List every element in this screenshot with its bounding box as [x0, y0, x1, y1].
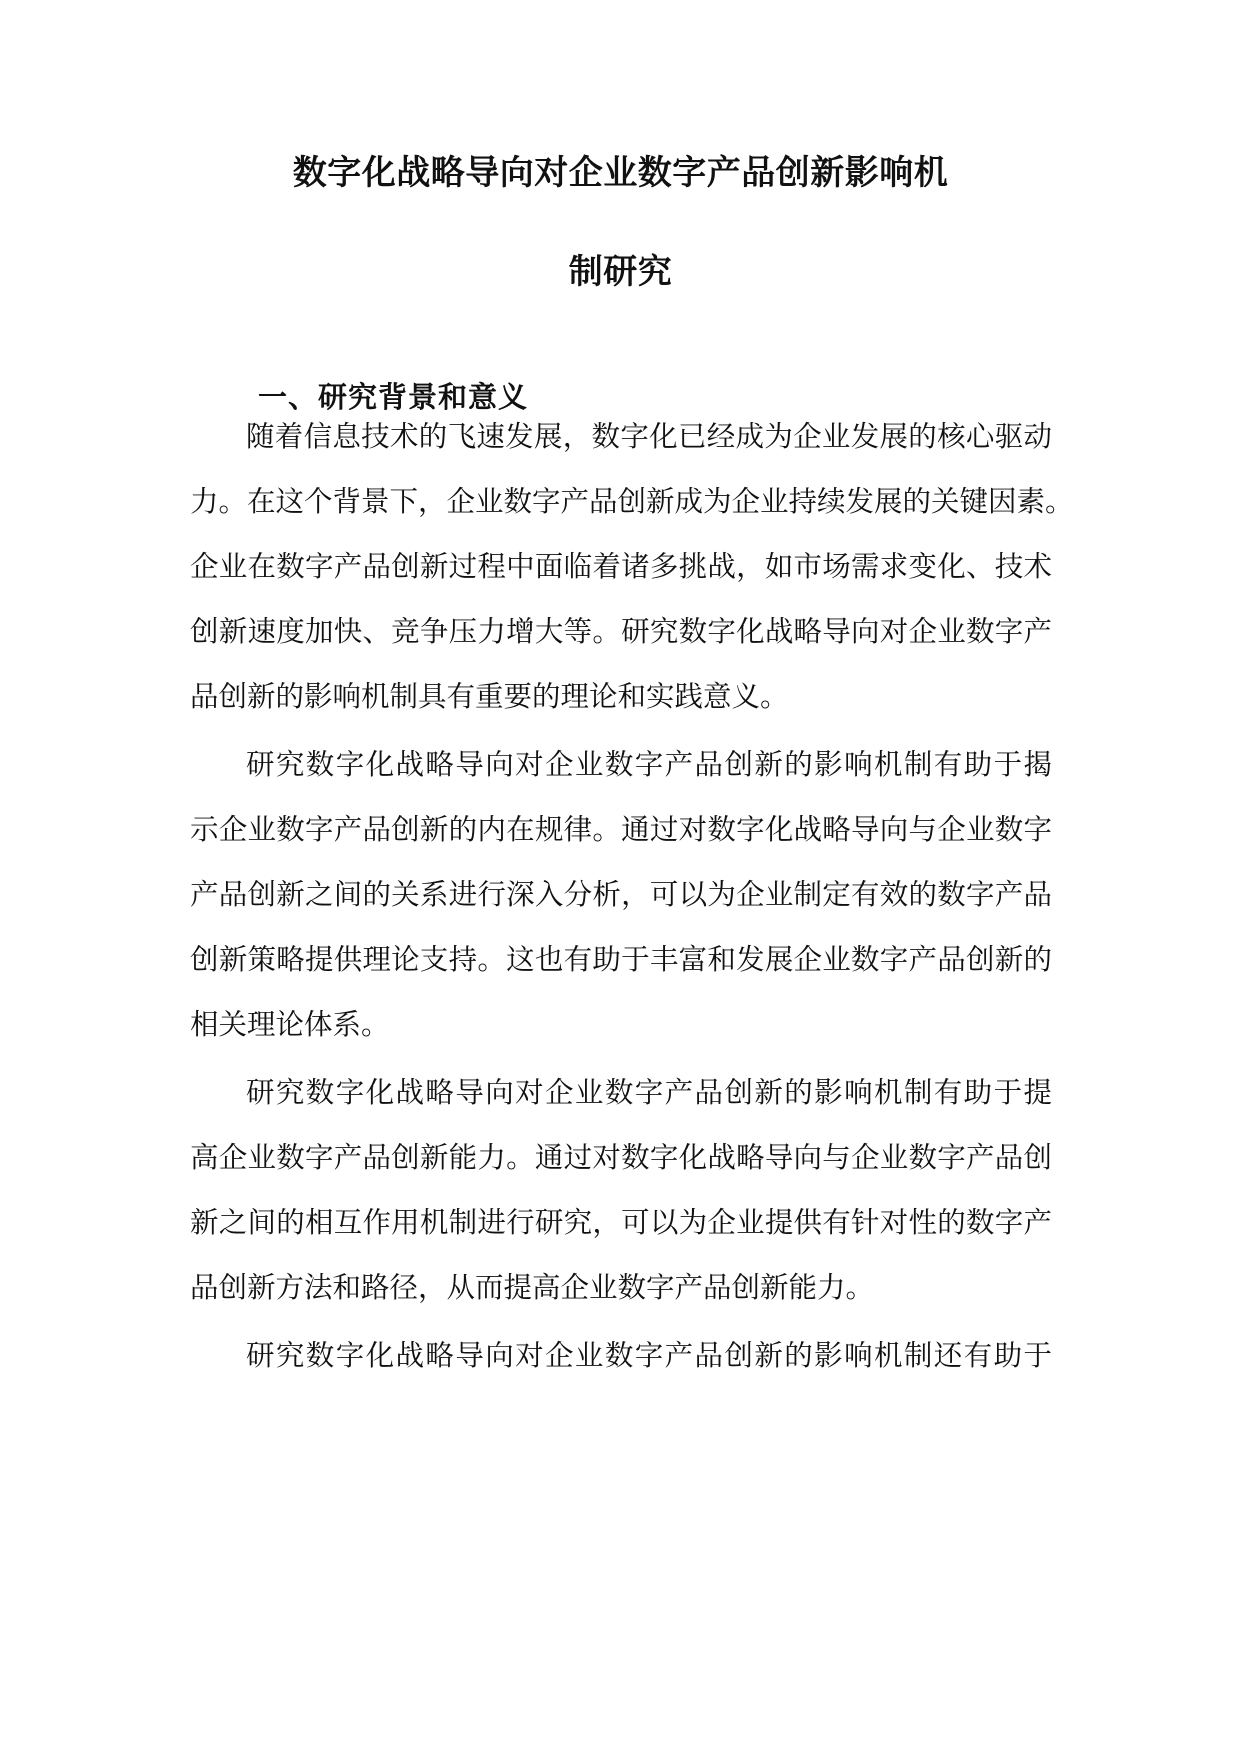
paragraph-2-line-2: 示企业数字产品创新的内在规律。通过对数字化战略导向与企业数字 [190, 813, 1052, 846]
paragraph-3-line-1: 研究数字化战略导向对企业数字产品创新的影响机制有助于提 [246, 1076, 1052, 1109]
paragraph-4-line-1: 研究数字化战略导向对企业数字产品创新的影响机制还有助于 [246, 1339, 1052, 1372]
paragraph-3-line-2: 高企业数字产品创新能力。通过对数字化战略导向与企业数字产品创 [190, 1141, 1052, 1174]
paragraph-2-line-5: 相关理论体系。 [190, 1008, 390, 1041]
paragraph-1-line-3: 企业在数字产品创新过程中面临着诸多挑战，如市场需求变化、技术 [190, 550, 1052, 583]
paragraph-1-line-5: 品创新的影响机制具有重要的理论和实践意义。 [190, 680, 789, 713]
paragraph-3-line-4: 品创新方法和路径，从而提高企业数字产品创新能力。 [190, 1271, 875, 1304]
paragraph-1-line-1: 随着信息技术的飞速发展，数字化已经成为企业发展的核心驱动 [246, 420, 1052, 453]
paragraph-2-line-1: 研究数字化战略导向对企业数字产品创新的影响机制有助于揭 [246, 748, 1052, 781]
paragraph-2-line-3: 产品创新之间的关系进行深入分析，可以为企业制定有效的数字产品 [190, 878, 1052, 911]
document-title-line-1: 数字化战略导向对企业数字产品创新影响机 [292, 153, 949, 193]
document-title-line-2: 制研究 [568, 252, 673, 292]
paragraph-2-line-4: 创新策略提供理论支持。这也有助于丰富和发展企业数字产品创新的 [190, 943, 1052, 976]
paragraph-3-line-3: 新之间的相互作用机制进行研究，可以为企业提供有针对性的数字产 [190, 1206, 1052, 1239]
section-heading: 一、研究背景和意义 [258, 380, 529, 414]
paragraph-1-line-4: 创新速度加快、竞争压力增大等。研究数字化战略导向对企业数字产 [190, 615, 1052, 648]
paragraph-1-line-2: 力。在这个背景下，企业数字产品创新成为企业持续发展的关键因素。 [190, 485, 1074, 518]
